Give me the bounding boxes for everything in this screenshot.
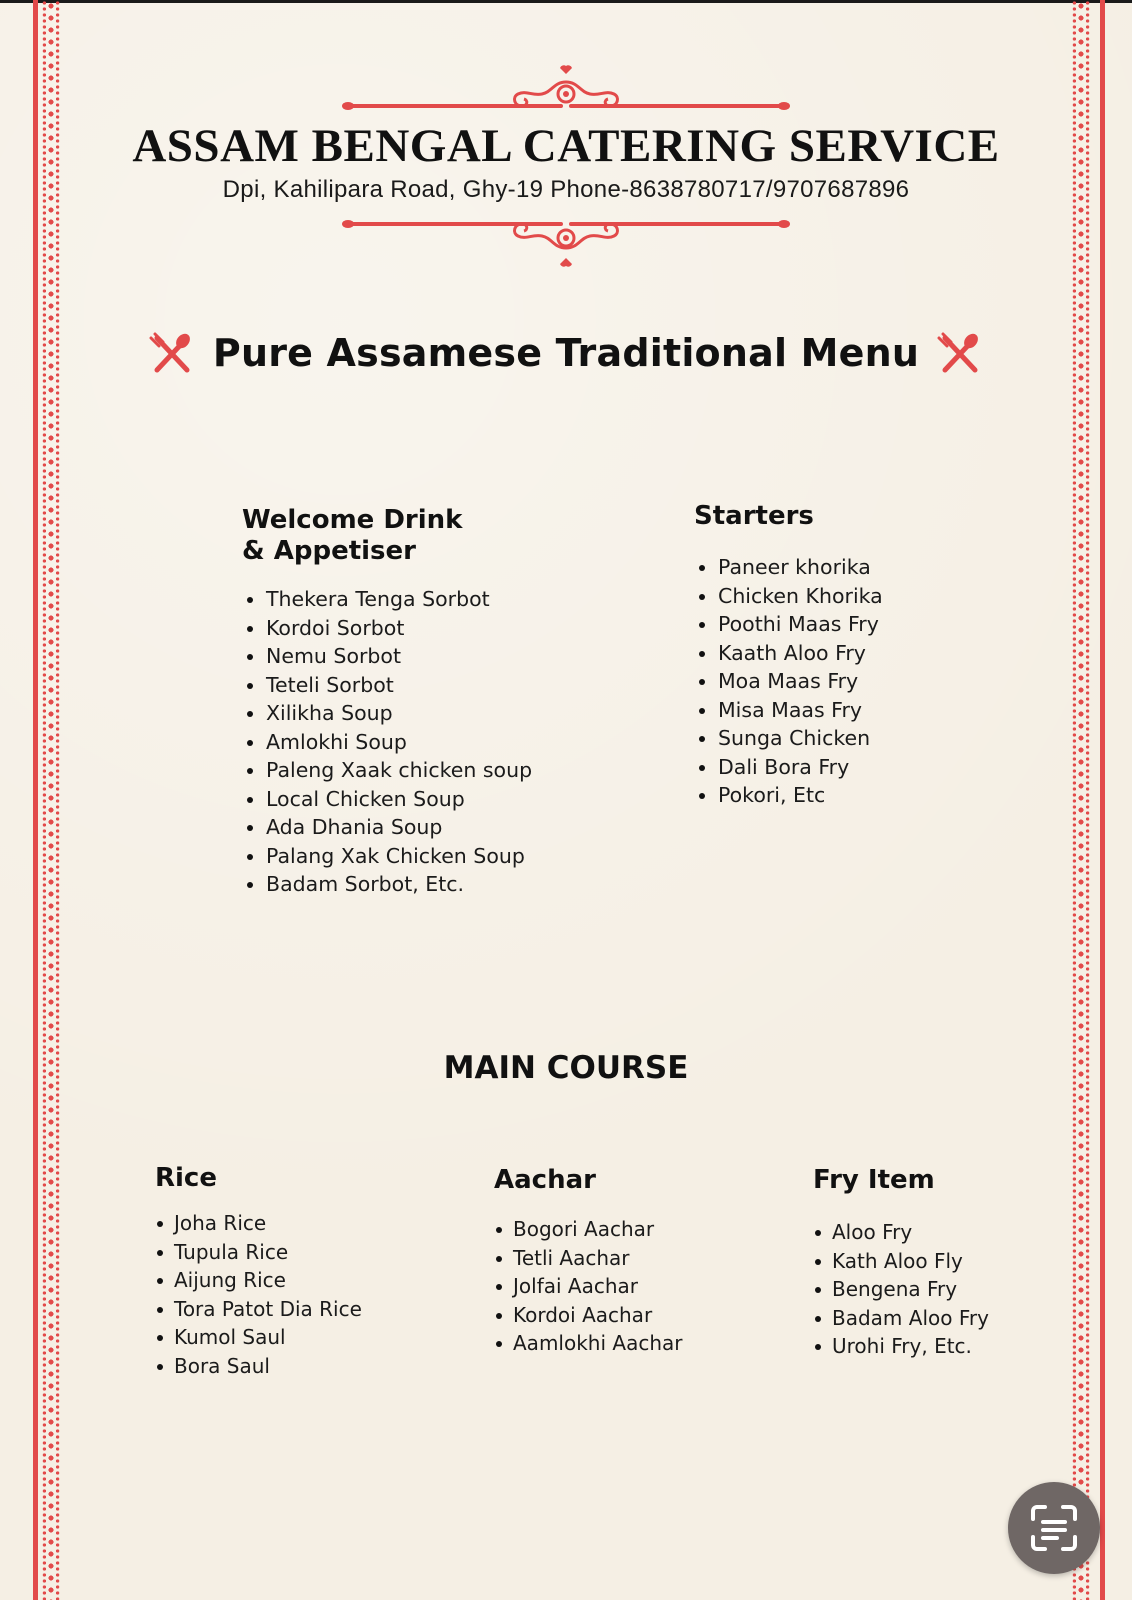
business-name: ASSAM BENGAL CATERING SERVICE [132, 120, 1000, 172]
list-item: Urohi Fry, Etc. [813, 1332, 989, 1361]
list-item: Tora Patot Dia Rice [155, 1295, 362, 1324]
scroll-ornament-icon [336, 60, 796, 116]
aachar-heading: Aachar [494, 1165, 596, 1195]
list-item: Ada Dhania Soup [242, 813, 532, 842]
aachar-section [494, 1165, 682, 1358]
list-item: Pokori, Etc [694, 781, 883, 810]
list-item: Xilikha Soup [242, 699, 532, 728]
scan-text-button[interactable] [1008, 1482, 1100, 1574]
list-item: Kordoi Sorbot [242, 614, 532, 643]
scroll-ornament-icon [336, 214, 796, 270]
list-item: Paneer khorika [694, 553, 883, 582]
list-item: Moa Maas Fry [694, 667, 883, 696]
welcome-heading-line1: Welcome Drink [242, 505, 463, 535]
header [0, 60, 1132, 270]
list-item: Aloo Fry [813, 1218, 989, 1247]
list-item: Kordoi Aachar [494, 1301, 682, 1330]
fry-section [813, 1165, 989, 1361]
list-item: Bora Saul [155, 1352, 362, 1381]
starters-section [694, 501, 883, 810]
list-item: Tupula Rice [155, 1238, 362, 1267]
welcome-list [242, 585, 532, 899]
list-item: Tetli Aachar [494, 1244, 682, 1273]
menu-title: Pure Assamese Traditional Menu [212, 331, 920, 375]
list-item: Poothi Maas Fry [694, 610, 883, 639]
list-item: Palang Xak Chicken Soup [242, 842, 532, 871]
fry-list [813, 1218, 989, 1361]
rice-heading: Rice [155, 1163, 217, 1193]
list-item: Kath Aloo Fly [813, 1247, 989, 1276]
menu-title-row [0, 330, 1132, 376]
list-item: Kaath Aloo Fry [694, 639, 883, 668]
scan-text-icon [1027, 1501, 1081, 1555]
starters-heading: Starters [694, 501, 814, 531]
list-item: Misa Maas Fry [694, 696, 883, 725]
list-item: Aamlokhi Aachar [494, 1329, 682, 1358]
welcome-heading [242, 505, 532, 567]
list-item: Amlokhi Soup [242, 728, 532, 757]
list-item: Joha Rice [155, 1209, 362, 1238]
list-item: Kumol Saul [155, 1323, 362, 1352]
welcome-section [242, 505, 532, 899]
list-item: Nemu Sorbot [242, 642, 532, 671]
list-item: Chicken Khorika [694, 582, 883, 611]
list-item: Sunga Chicken [694, 724, 883, 753]
starters-list [694, 553, 883, 810]
fork-knife-icon [937, 330, 983, 376]
business-address: Dpi, Kahilipara Road, Ghy-19 Phone-8638780717/9707687896 [222, 176, 910, 203]
rice-section [155, 1163, 362, 1380]
list-item: Badam Sorbot, Etc. [242, 870, 532, 899]
list-item: Jolfai Aachar [494, 1272, 682, 1301]
fork-knife-icon [149, 330, 195, 376]
list-item: Dali Bora Fry [694, 753, 883, 782]
main-course-heading: MAIN COURSE [443, 1050, 689, 1086]
aachar-list [494, 1215, 682, 1358]
list-item: Bogori Aachar [494, 1215, 682, 1244]
rice-list [155, 1209, 362, 1380]
list-item: Aijung Rice [155, 1266, 362, 1295]
welcome-heading-line2: & Appetiser [242, 536, 416, 566]
list-item: Paleng Xaak chicken soup [242, 756, 532, 785]
top-edge [0, 0, 1132, 3]
list-item: Badam Aloo Fry [813, 1304, 989, 1333]
fry-heading: Fry Item [813, 1165, 935, 1195]
list-item: Thekera Tenga Sorbot [242, 585, 532, 614]
list-item: Teteli Sorbot [242, 671, 532, 700]
list-item: Local Chicken Soup [242, 785, 532, 814]
list-item: Bengena Fry [813, 1275, 989, 1304]
